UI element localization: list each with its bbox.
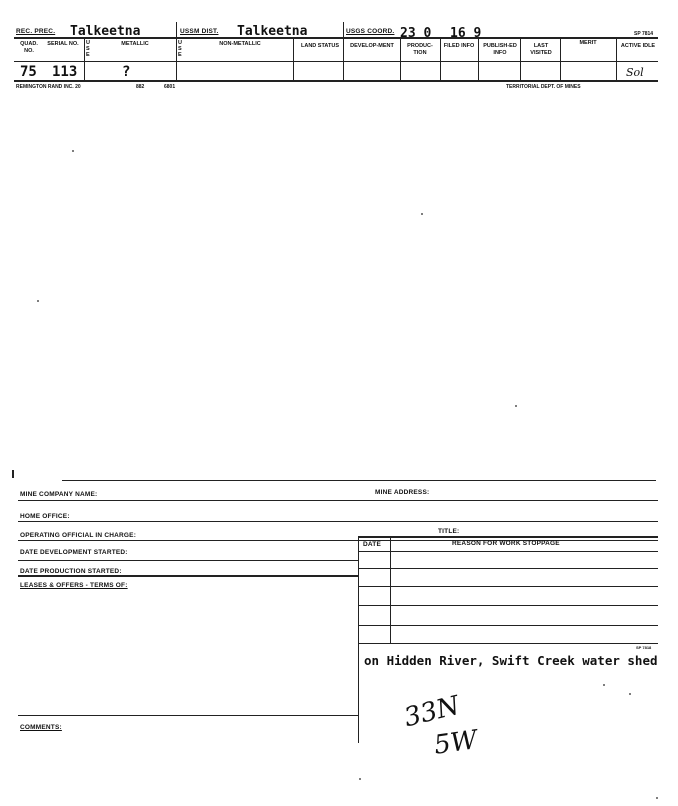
- ussm-dist-label: USSM DIST.: [180, 28, 219, 35]
- col-metallic: METALLIC: [121, 41, 149, 47]
- stoppage-row-1: [358, 551, 658, 552]
- speck: [72, 150, 74, 152]
- col-use-metallic: U S E: [86, 40, 90, 58]
- vline-last: [560, 37, 561, 80]
- lower-top-line: [62, 480, 656, 481]
- col-active-idle: ACTIVE IDLE: [620, 43, 656, 49]
- speck: [603, 684, 605, 686]
- rec-prec-value: Talkeetna: [70, 24, 141, 39]
- rec-prec-label: REC. PREC.: [16, 28, 56, 35]
- vline-ussm: [343, 22, 344, 80]
- col-filed-info: FILED INFO: [443, 43, 475, 49]
- speck: [629, 693, 631, 695]
- speck: [515, 405, 517, 407]
- home-office-label: HOME OFFICE:: [20, 513, 70, 520]
- typed-note: on Hidden River, Swift Creek water shed: [364, 653, 658, 668]
- vline-filed: [478, 37, 479, 80]
- left-edge-mark: [12, 470, 14, 478]
- col-production: PRODUC-TION: [407, 43, 433, 56]
- line-date-production: [18, 575, 358, 577]
- vline-prod: [440, 37, 441, 80]
- speck: [37, 300, 39, 302]
- col-published-info: PUBLISH-ED INFO: [483, 43, 517, 56]
- stoppage-header-line: [358, 536, 658, 538]
- printer-code-1: 882: [136, 84, 145, 90]
- form-code-bottom: SP 7818: [636, 645, 652, 650]
- date-production-label: DATE PRODUCTION STARTED:: [20, 568, 122, 575]
- vline-dev: [400, 37, 401, 80]
- stoppage-left-border: [358, 536, 359, 644]
- top-line-2: [14, 61, 658, 62]
- vline-serial: [84, 37, 85, 80]
- stoppage-row-3: [358, 586, 658, 587]
- col-quad-no: QUAD. NO.: [20, 41, 38, 54]
- row-serial: 113: [52, 64, 78, 80]
- top-line-3: [14, 80, 658, 82]
- stoppage-row-4: [358, 605, 658, 606]
- department-label: TERRITORIAL DEPT. OF MINES: [506, 84, 581, 90]
- col-use-nonmetallic: U S E: [178, 40, 182, 58]
- row-quad: 75: [20, 64, 37, 80]
- comments-label: COMMENTS:: [20, 724, 62, 731]
- line-company: [18, 500, 658, 501]
- vline-pub: [520, 37, 521, 80]
- stoppage-row-6: [358, 643, 658, 644]
- speck: [656, 797, 658, 799]
- col-last-visited: LAST VISITED: [530, 43, 552, 56]
- speck: [359, 778, 361, 780]
- vline-rec: [176, 22, 177, 80]
- reason-header: REASON FOR WORK STOPPAGE: [452, 540, 560, 547]
- col-serial-no: SERIAL NO.: [47, 41, 79, 47]
- form-code-top: SP 7814: [634, 31, 654, 37]
- printer-code-2: 6801: [164, 84, 176, 90]
- handwriting-33n: 33N: [401, 690, 463, 734]
- stoppage-date-divider: [390, 536, 391, 644]
- col-development: DEVELOP-MENT: [350, 43, 394, 49]
- line-comments-top: [18, 715, 358, 716]
- usgs-coord-value-1: 23 0: [400, 26, 432, 41]
- row-active-idle: Sol: [626, 66, 644, 79]
- stoppage-row-2: [358, 568, 658, 569]
- vline-nonmet: [293, 37, 294, 80]
- mine-company-name-label: MINE COMPANY NAME:: [20, 491, 98, 498]
- line-official: [18, 540, 658, 541]
- date-development-label: DATE DEVELOPMENT STARTED:: [20, 549, 128, 556]
- printer-label: REMINGTON RAND INC. 20: [16, 84, 81, 90]
- mine-address-label: MINE ADDRESS:: [375, 489, 430, 496]
- top-line-1: [14, 37, 658, 39]
- stoppage-row-5: [358, 625, 658, 626]
- vline-merit: [616, 37, 617, 80]
- col-non-metallic: NON-METALLIC: [219, 41, 261, 47]
- row-metallic: ?: [122, 64, 131, 80]
- leases-offers-label: LEASES & OFFERS - TERMS OF:: [20, 582, 128, 589]
- usgs-coord-label: USGS COORD.: [346, 28, 395, 35]
- date-header: DATE: [363, 541, 382, 548]
- col-merit: MERIT: [579, 40, 597, 46]
- handwriting-5w: 5W: [432, 725, 480, 761]
- usgs-coord-value-2: 16 9: [450, 26, 482, 41]
- line-home-office: [18, 521, 658, 522]
- title-label: TITLE:: [438, 528, 460, 535]
- speck: [421, 213, 423, 215]
- col-land-status: LAND STATUS: [301, 43, 339, 49]
- operating-official-label: OPERATING OFFICIAL IN CHARGE:: [20, 532, 137, 539]
- comments-divider: [358, 643, 359, 743]
- line-date-development: [18, 560, 358, 561]
- ussm-dist-value: Talkeetna: [237, 24, 308, 39]
